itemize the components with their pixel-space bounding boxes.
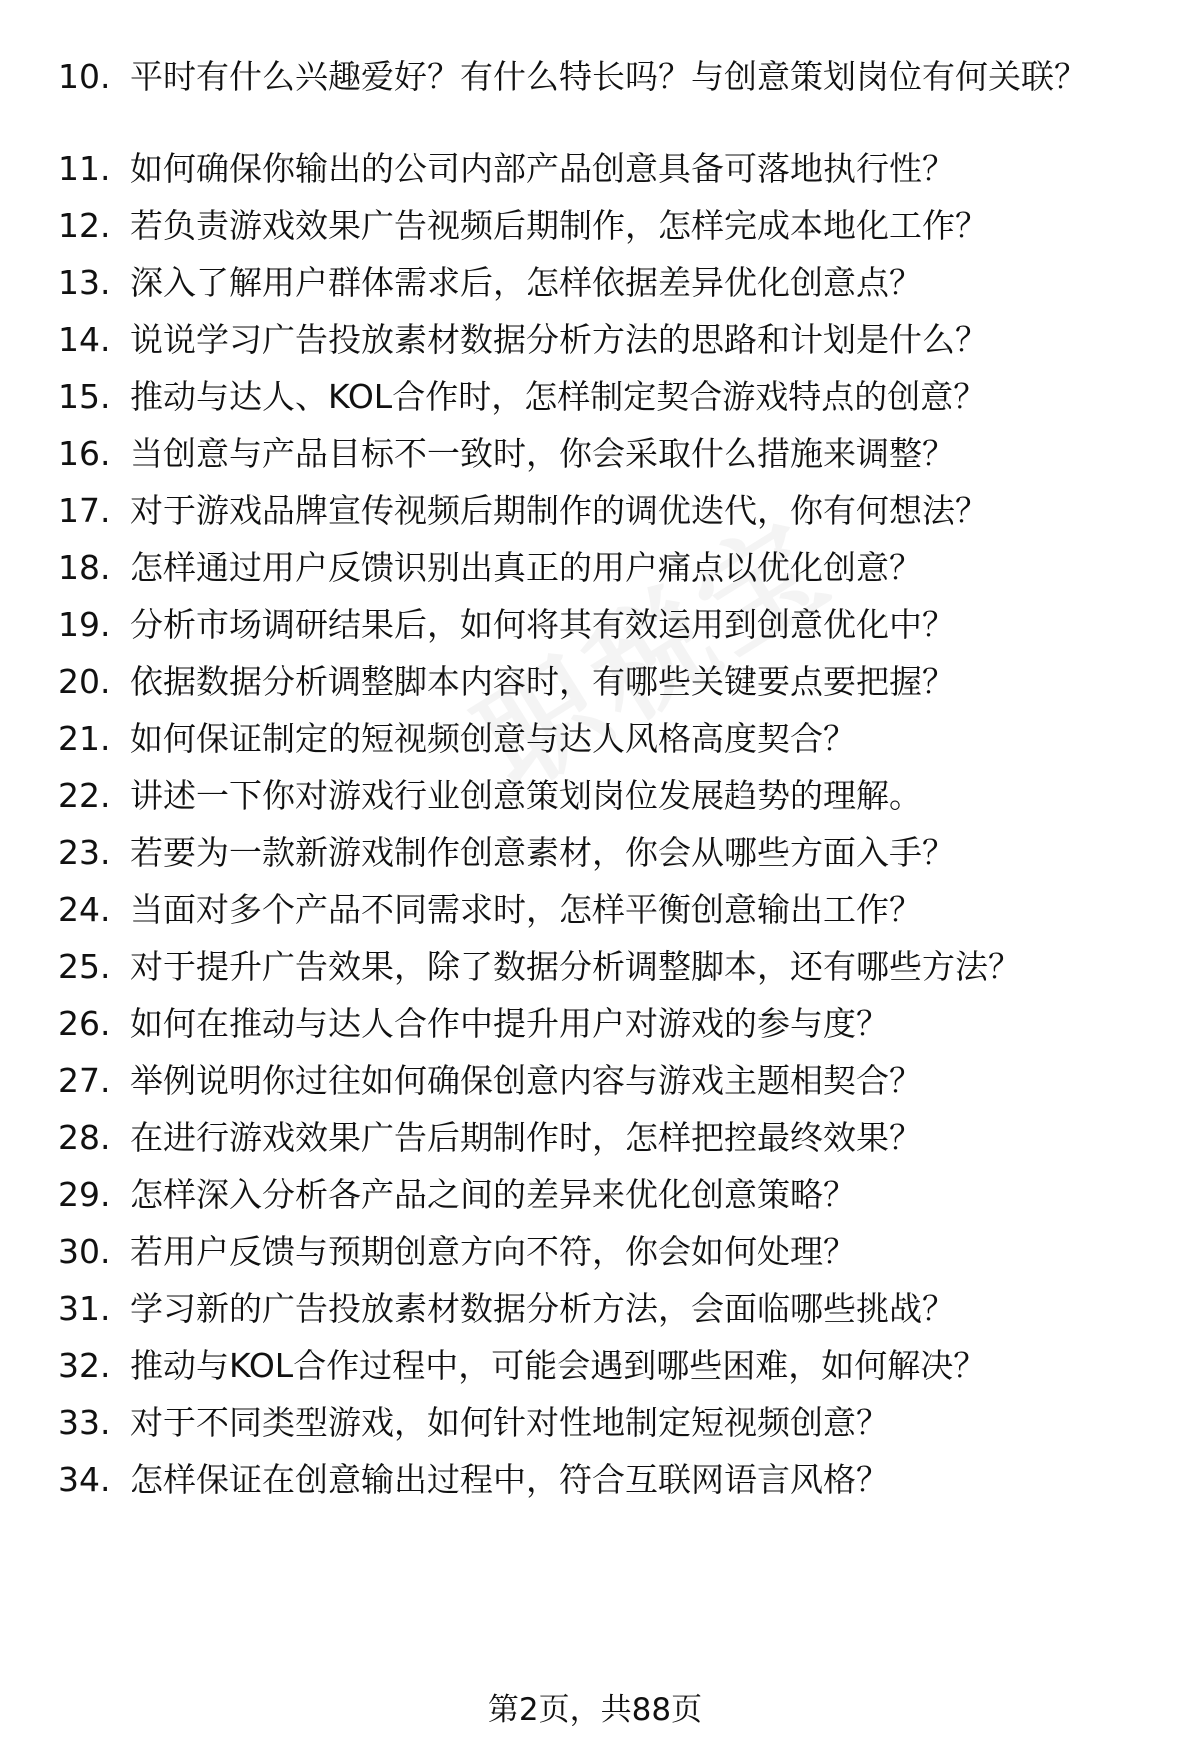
question-text: 讲述一下你对游戏行业创意策划岗位发展趋势的理解。	[130, 776, 922, 815]
question-text: 平时有什么兴趣爱好？有什么特长吗？与创意策划岗位有何关联？	[130, 57, 1087, 96]
question-text: 怎样深入分析各产品之间的差异来优化创意策略？	[130, 1175, 856, 1214]
question-text: 分析市场调研结果后，如何将其有效运用到创意优化中？	[130, 605, 955, 644]
question-text: 怎样保证在创意输出过程中，符合互联网语言风格？	[130, 1460, 889, 1499]
question-number: 30.	[58, 1232, 111, 1271]
question-text: 若负责游戏效果广告视频后期制作，怎样完成本地化工作？	[130, 206, 988, 245]
question-number: 31.	[58, 1289, 111, 1328]
question-number: 22.	[58, 776, 111, 815]
question-number: 24.	[58, 890, 111, 929]
question-number: 25.	[58, 947, 111, 986]
question-text: 说说学习广告投放素材数据分析方法的思路和计划是什么？	[130, 320, 988, 359]
question-number: 26.	[58, 1004, 111, 1043]
question-number: 15.	[58, 377, 111, 416]
question-text: 对于提升广告效果，除了数据分析调整脚本，还有哪些方法？	[130, 947, 1021, 986]
question-text: 对于不同类型游戏，如何针对性地制定短视频创意？	[130, 1403, 889, 1442]
question-number: 28.	[58, 1118, 111, 1157]
question-number: 20.	[58, 662, 111, 701]
question-number: 10.	[58, 57, 111, 96]
question-number: 19.	[58, 605, 111, 644]
question-text: 推动与KOL合作过程中，可能会遇到哪些困难，如何解决？	[130, 1346, 987, 1385]
question-text: 举例说明你过往如何确保创意内容与游戏主题相契合？	[130, 1061, 922, 1100]
question-text: 若要为一款新游戏制作创意素材，你会从哪些方面入手？	[130, 833, 955, 872]
question-text: 对于游戏品牌宣传视频后期制作的调优迭代，你有何想法？	[130, 491, 988, 530]
question-text: 如何在推动与达人合作中提升用户对游戏的参与度？	[130, 1004, 889, 1043]
question-number: 16.	[58, 434, 111, 473]
question-number: 27.	[58, 1061, 111, 1100]
question-number: 32.	[58, 1346, 111, 1385]
question-number: 29.	[58, 1175, 111, 1214]
question-text: 当面对多个产品不同需求时，怎样平衡创意输出工作？	[130, 890, 922, 929]
question-number: 23.	[58, 833, 111, 872]
question-text: 依据数据分析调整脚本内容时，有哪些关键要点要把握？	[130, 662, 955, 701]
question-number: 14.	[58, 320, 111, 359]
question-number: 12.	[58, 206, 111, 245]
question-number: 34.	[58, 1460, 111, 1499]
question-text: 在进行游戏效果广告后期制作时，怎样把控最终效果？	[130, 1118, 922, 1157]
question-number: 17.	[58, 491, 111, 530]
question-text: 深入了解用户群体需求后，怎样依据差异优化创意点？	[130, 263, 922, 302]
question-text: 如何保证制定的短视频创意与达人风格高度契合？	[130, 719, 856, 758]
question-text: 推动与达人、KOL合作时，怎样制定契合游戏特点的创意？	[130, 377, 987, 416]
question-number: 21.	[58, 719, 111, 758]
question-text: 如何确保你输出的公司内部产品创意具备可落地执行性？	[130, 149, 955, 188]
question-number: 11.	[58, 149, 111, 188]
question-number: 18.	[58, 548, 111, 587]
question-number: 13.	[58, 263, 111, 302]
question-text: 学习新的广告投放素材数据分析方法，会面临哪些挑战？	[130, 1289, 955, 1328]
question-text: 若用户反馈与预期创意方向不符，你会如何处理？	[130, 1232, 856, 1271]
question-number: 33.	[58, 1403, 111, 1442]
question-text: 当创意与产品目标不一致时，你会采取什么措施来调整？	[130, 434, 955, 473]
question-text: 怎样通过用户反馈识别出真正的用户痛点以优化创意？	[130, 548, 922, 587]
page-number-footer: 第2页，共88页	[487, 1692, 703, 1728]
